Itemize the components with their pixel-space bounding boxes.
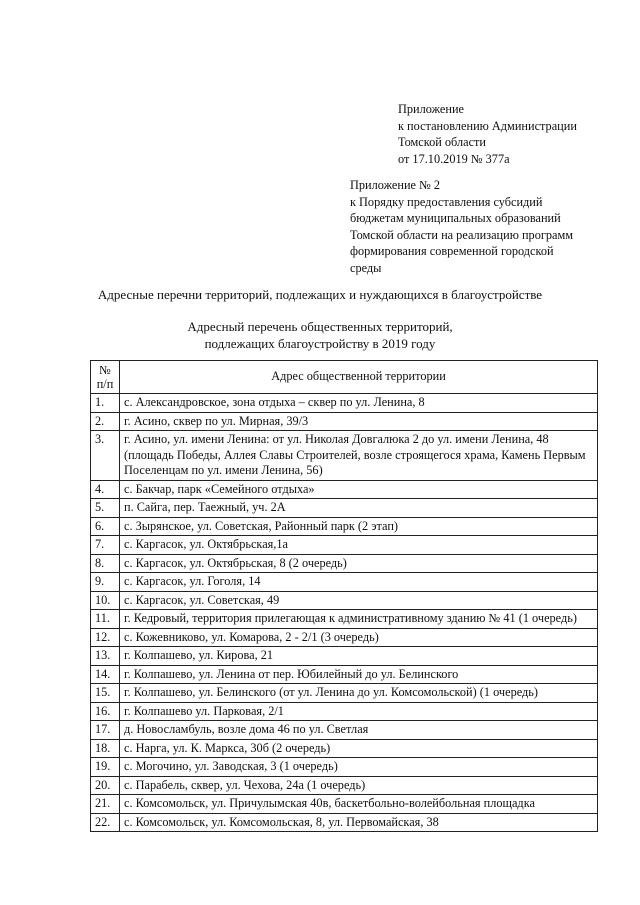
row-address: г. Колпашево, ул. Белинского (от ул. Ленина до ул. Комсомольской) (1 очередь) — [120, 684, 598, 703]
appendix-1-line: от 17.10.2019 № 377а — [398, 151, 510, 166]
appendix-2-line: Приложение № 2 — [350, 178, 441, 192]
row-address: д. Новосламбуль, возле дома 46 по ул. Светлая — [120, 721, 598, 740]
row-number: 7. — [91, 536, 120, 555]
row-address: с. Нарга, ул. К. Маркса, 30б (2 очередь) — [120, 739, 598, 758]
table-row — [91, 554, 598, 573]
appendix-2-line: к Порядку предоставления субсидий — [350, 194, 543, 209]
table-row — [91, 394, 598, 413]
row-number: 3. — [91, 431, 120, 481]
row-number: 16. — [91, 702, 120, 721]
row-address: с. Зырянское, ул. Советская, Районный парк (2 этап) — [120, 517, 598, 536]
appendix-2-line: бюджетам муниципальных образований — [350, 211, 561, 225]
table-row — [91, 702, 598, 721]
table-row — [91, 795, 598, 814]
row-number: 2. — [91, 412, 120, 431]
row-number: 20. — [91, 776, 120, 795]
table-row — [91, 647, 598, 666]
row-number: 19. — [91, 758, 120, 777]
appendix-2-line: Томской области на реализацию программ — [350, 227, 574, 242]
header-address: Адрес общественной территории — [120, 361, 598, 394]
row-address: с. Парабель, сквер, ул. Чехова, 24а (1 очередь) — [120, 776, 598, 795]
row-address: с. Каргасок, ул. Гоголя, 14 — [120, 573, 598, 592]
row-address: г. Колпашево, ул. Кирова, 21 — [120, 647, 598, 666]
header-number-line-1: № — [99, 363, 111, 377]
sub-heading-line-2: подлежащих благоустройству в 2019 году — [204, 336, 436, 351]
row-number: 10. — [91, 591, 120, 610]
table-header-row — [91, 361, 598, 394]
appendix-2-line: среды — [350, 260, 382, 275]
row-number: 8. — [91, 554, 120, 573]
table-row — [91, 813, 598, 832]
table-row — [91, 431, 598, 481]
row-number: 6. — [91, 517, 120, 536]
row-number: 12. — [91, 628, 120, 647]
sub-heading — [0, 318, 640, 352]
row-number: 11. — [91, 610, 120, 629]
main-heading: Адресные перечни территорий, подлежащих и нуждающихся в благоустройстве — [97, 287, 543, 302]
row-address: с. Комсомольск, ул. Комсомольская, 8, ул. Первомайская, 38 — [120, 813, 598, 832]
table-row — [91, 684, 598, 703]
row-number: 17. — [91, 721, 120, 740]
table-row — [91, 610, 598, 629]
appendix-block-2 — [350, 177, 573, 276]
row-number: 21. — [91, 795, 120, 814]
row-address: г. Колпашево, ул. Ленина от пер. Юбилейный до ул. Белинского — [120, 665, 598, 684]
table-row — [91, 628, 598, 647]
row-number: 1. — [91, 394, 120, 413]
row-number: 18. — [91, 739, 120, 758]
header-number-line-2: п/п — [96, 377, 114, 391]
row-address: с. Каргасок, ул. Октябрьская, 8 (2 очередь) — [120, 554, 598, 573]
row-address: с. Кожевниково, ул. Комарова, 2 - 2/1 (3 очередь) — [120, 628, 598, 647]
row-address: г. Асино, ул. имени Ленина: от ул. Николая Довгалюка 2 до ул. имени Ленина, 48 (площадь Победы, Аллея Славы Строителей, возле строящегося храма, Камень Первым Поселенцам по ул. имени Ленина, 56) — [120, 431, 598, 481]
row-number: 9. — [91, 573, 120, 592]
row-address: с. Бакчар, парк «Семейного отдыха» — [120, 480, 598, 499]
table-row — [91, 480, 598, 499]
row-address: с. Александровское, зона отдыха – сквер по ул. Ленина, 8 — [120, 394, 598, 413]
appendix-2-line: формирования современной городской — [350, 244, 554, 258]
table-row — [91, 573, 598, 592]
row-address: с. Могочино, ул. Заводская, 3 (1 очередь) — [120, 758, 598, 777]
table-row — [91, 739, 598, 758]
row-address: с. Каргасок, ул. Октябрьская,1а — [120, 536, 598, 555]
row-address: п. Сайга, пер. Таежный, уч. 2А — [120, 499, 598, 518]
table-row — [91, 536, 598, 555]
row-number: 14. — [91, 665, 120, 684]
appendix-1-line: к постановлению Администрации — [398, 118, 577, 133]
row-address: с. Комсомольск, ул. Причулымская 40в, баскетбольно-волейбольная площадка — [120, 795, 598, 814]
appendix-1-line: Приложение — [398, 102, 464, 116]
row-address: г. Асино, сквер по ул. Мирная, 39/3 — [120, 412, 598, 431]
table-row — [91, 591, 598, 610]
row-number: 5. — [91, 499, 120, 518]
table-body — [91, 394, 598, 832]
header-number — [91, 361, 120, 394]
row-number: 4. — [91, 480, 120, 499]
row-address: с. Каргасок, ул. Советская, 49 — [120, 591, 598, 610]
table-row — [91, 499, 598, 518]
table-row — [91, 665, 598, 684]
table-row — [91, 758, 598, 777]
row-number: 15. — [91, 684, 120, 703]
row-address: г. Кедровый, территория прилегающая к административному зданию № 41 (1 очередь) — [120, 610, 598, 629]
table-row — [91, 517, 598, 536]
appendix-1-line: Томской области — [398, 135, 486, 149]
row-address: г. Колпашево ул. Парковая, 2/1 — [120, 702, 598, 721]
table-row — [91, 776, 598, 795]
row-number: 22. — [91, 813, 120, 832]
address-table — [90, 360, 598, 832]
sub-heading-line-1: Адресный перечень общественных территорий, — [187, 319, 453, 334]
table-row — [91, 721, 598, 740]
table-row — [91, 412, 598, 431]
row-number: 13. — [91, 647, 120, 666]
appendix-block-1 — [398, 101, 577, 167]
